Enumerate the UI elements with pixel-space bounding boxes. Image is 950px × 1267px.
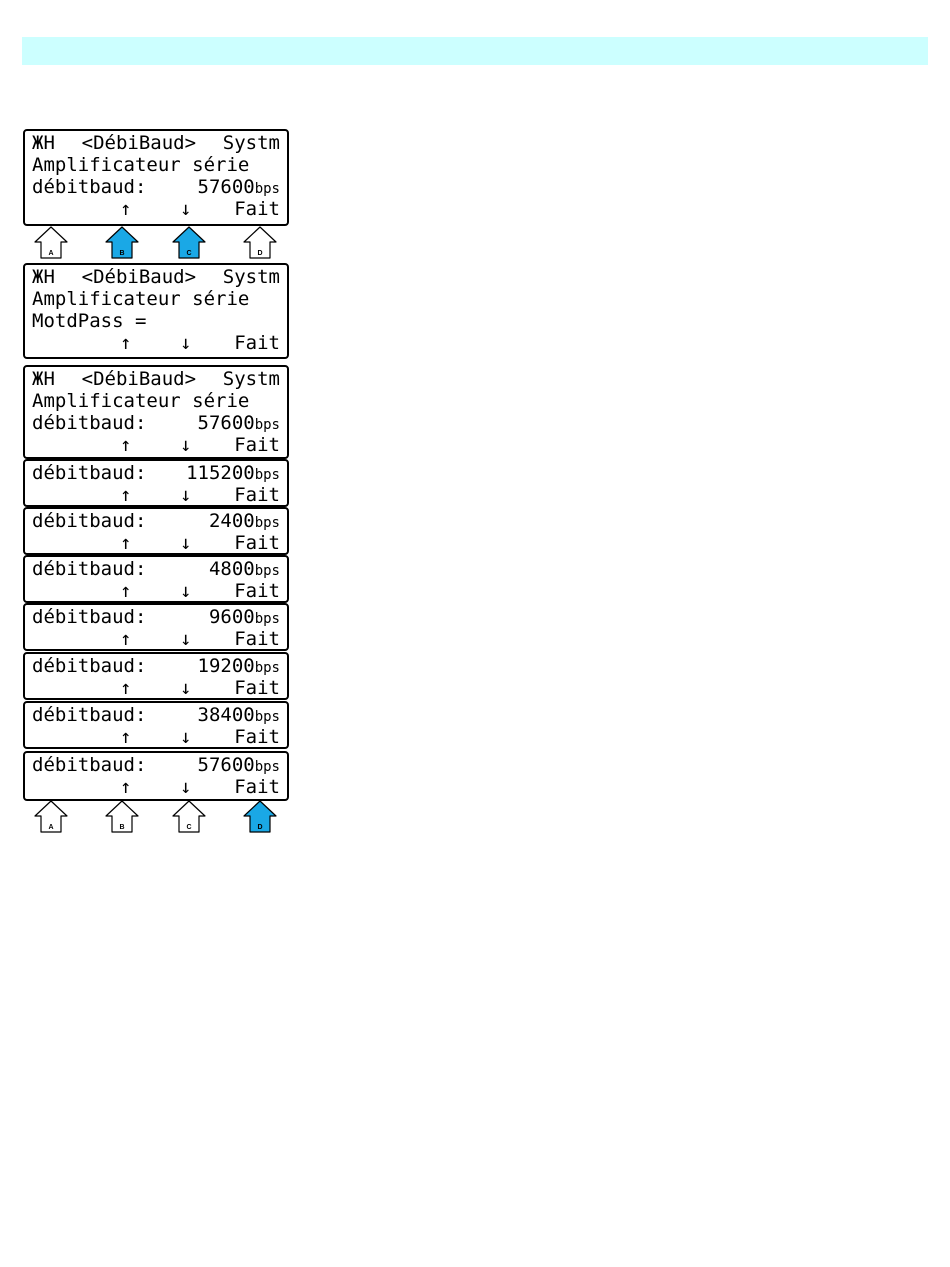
baud-unit: bps [254, 417, 280, 433]
baud-label: débitbaud: [32, 558, 147, 580]
baud-value: 38400 [197, 704, 255, 726]
baud-value: 115200 [186, 462, 255, 484]
softkey-row [32, 628, 280, 650]
lcd-screen-baud-option [23, 555, 289, 603]
baud-unit: bps [254, 563, 280, 579]
baud-label: débitbaud: [32, 510, 147, 532]
softkey-row [32, 580, 280, 602]
softkey-button-c[interactable] [171, 226, 207, 260]
up-arrow-key-icon [242, 800, 278, 834]
key-letter: C [186, 824, 192, 831]
done-softkey-label: Fait [234, 532, 280, 554]
up-arrow-icon: ↑ [120, 726, 132, 748]
lcd-header-row [32, 368, 280, 390]
device-label: Amplificateur série [32, 390, 250, 412]
baud-label: débitbaud: [32, 606, 147, 628]
down-arrow-icon: ↓ [180, 532, 192, 554]
baud-value: 57600 [197, 176, 255, 198]
lcd-header-row [32, 132, 280, 154]
keypad-row-1 [23, 226, 289, 260]
done-softkey-label: Fait [234, 332, 280, 354]
up-arrow-icon: ↑ [120, 677, 132, 699]
header-bar [22, 37, 928, 65]
up-arrow-icon: ↑ [120, 580, 132, 602]
down-arrow-icon: ↓ [180, 434, 192, 456]
amplifier-icon: ЖH [32, 132, 55, 154]
baud-label: débitbaud: [32, 754, 147, 776]
done-softkey-label: Fait [234, 628, 280, 650]
menu-title: <DébiBaud> [81, 368, 197, 390]
down-arrow-icon: ↓ [180, 484, 192, 506]
softkey-button-b[interactable] [104, 226, 140, 260]
up-arrow-icon: ↑ [120, 776, 132, 798]
done-softkey-label: Fait [234, 726, 280, 748]
down-arrow-icon: ↓ [180, 332, 192, 354]
baud-unit: bps [254, 759, 280, 775]
up-arrow-key-icon [171, 800, 207, 834]
softkey-row [32, 532, 280, 554]
softkey-button-d[interactable] [242, 226, 278, 260]
up-arrow-icon: ↑ [120, 198, 132, 220]
up-arrow-icon: ↑ [120, 532, 132, 554]
softkey-button-b[interactable] [104, 800, 140, 834]
softkey-button-c[interactable] [171, 800, 207, 834]
up-arrow-key-icon [242, 226, 278, 260]
up-arrow-icon: ↑ [120, 332, 132, 354]
baud-label: débitbaud: [32, 462, 147, 484]
lcd-screen-password [23, 263, 289, 359]
device-label: Amplificateur série [32, 154, 250, 176]
lcd-screen-baud-option [23, 459, 289, 507]
baud-unit: bps [254, 181, 280, 197]
up-arrow-key-icon [104, 226, 140, 260]
lcd-screen-baud-option [23, 652, 289, 700]
up-arrow-key-icon [33, 226, 69, 260]
baud-unit: bps [254, 660, 280, 676]
done-softkey-label: Fait [234, 580, 280, 602]
down-arrow-icon: ↓ [180, 628, 192, 650]
down-arrow-icon: ↓ [180, 580, 192, 602]
down-arrow-icon: ↓ [180, 726, 192, 748]
key-letter: B [119, 824, 125, 831]
mode-label: Systm [222, 368, 280, 390]
lcd-header-row [32, 266, 280, 288]
baud-row [32, 558, 280, 580]
device-label: Amplificateur série [32, 288, 250, 310]
mode-label: Systm [222, 266, 280, 288]
baud-label: débitbaud: [32, 176, 147, 198]
softkey-row [32, 434, 280, 456]
softkey-row [32, 332, 280, 354]
up-arrow-key-icon [33, 800, 69, 834]
baud-value: 57600 [197, 412, 255, 434]
lcd-screen-baud-option [23, 507, 289, 555]
softkey-button-d[interactable] [242, 800, 278, 834]
baud-row [32, 606, 280, 628]
key-letter: B [119, 250, 125, 257]
baud-row [32, 176, 280, 198]
lcd-screen-baud-option [23, 701, 289, 749]
baud-row [32, 510, 280, 532]
key-letter: D [257, 250, 263, 257]
done-softkey-label: Fait [234, 434, 280, 456]
softkey-row [32, 726, 280, 748]
baud-value: 19200 [197, 655, 255, 677]
key-letter: A [48, 250, 54, 257]
baud-label: débitbaud: [32, 655, 147, 677]
softkey-row [32, 677, 280, 699]
key-letter: C [186, 250, 192, 257]
keypad-row-2 [23, 800, 289, 834]
softkey-row [32, 484, 280, 506]
done-softkey-label: Fait [234, 198, 280, 220]
lcd-screen-baud [23, 129, 289, 226]
baud-unit: bps [254, 515, 280, 531]
key-letter: D [257, 824, 263, 831]
done-softkey-label: Fait [234, 484, 280, 506]
done-softkey-label: Fait [234, 776, 280, 798]
baud-unit: bps [254, 467, 280, 483]
menu-title: <DébiBaud> [81, 266, 197, 288]
baud-value: 9600 [208, 606, 255, 628]
password-label: MotdPass = [32, 310, 147, 332]
done-softkey-label: Fait [234, 677, 280, 699]
softkey-button-a[interactable] [33, 226, 69, 260]
baud-value: 2400 [208, 510, 255, 532]
baud-row [32, 754, 280, 776]
up-arrow-key-icon [104, 800, 140, 834]
baud-label: débitbaud: [32, 412, 147, 434]
baud-value: 4800 [208, 558, 255, 580]
menu-title: <DébiBaud> [81, 132, 197, 154]
lcd-screen-baud-edit [23, 365, 289, 459]
up-arrow-key-icon [171, 226, 207, 260]
lcd-screen-baud-option [23, 603, 289, 651]
baud-value: 57600 [197, 754, 255, 776]
key-letter: A [48, 824, 54, 831]
softkey-row [32, 198, 280, 220]
softkey-row [32, 776, 280, 798]
amplifier-icon: ЖH [32, 266, 55, 288]
softkey-button-a[interactable] [33, 800, 69, 834]
baud-row [32, 704, 280, 726]
baud-row [32, 655, 280, 677]
baud-label: débitbaud: [32, 704, 147, 726]
up-arrow-icon: ↑ [120, 434, 132, 456]
baud-row [32, 412, 280, 434]
up-arrow-icon: ↑ [120, 484, 132, 506]
baud-row [32, 462, 280, 484]
amplifier-icon: ЖH [32, 368, 55, 390]
baud-unit: bps [254, 611, 280, 627]
mode-label: Systm [222, 132, 280, 154]
down-arrow-icon: ↓ [180, 198, 192, 220]
lcd-screen-baud-option [23, 751, 289, 801]
baud-unit: bps [254, 709, 280, 725]
up-arrow-icon: ↑ [120, 628, 132, 650]
down-arrow-icon: ↓ [180, 677, 192, 699]
down-arrow-icon: ↓ [180, 776, 192, 798]
